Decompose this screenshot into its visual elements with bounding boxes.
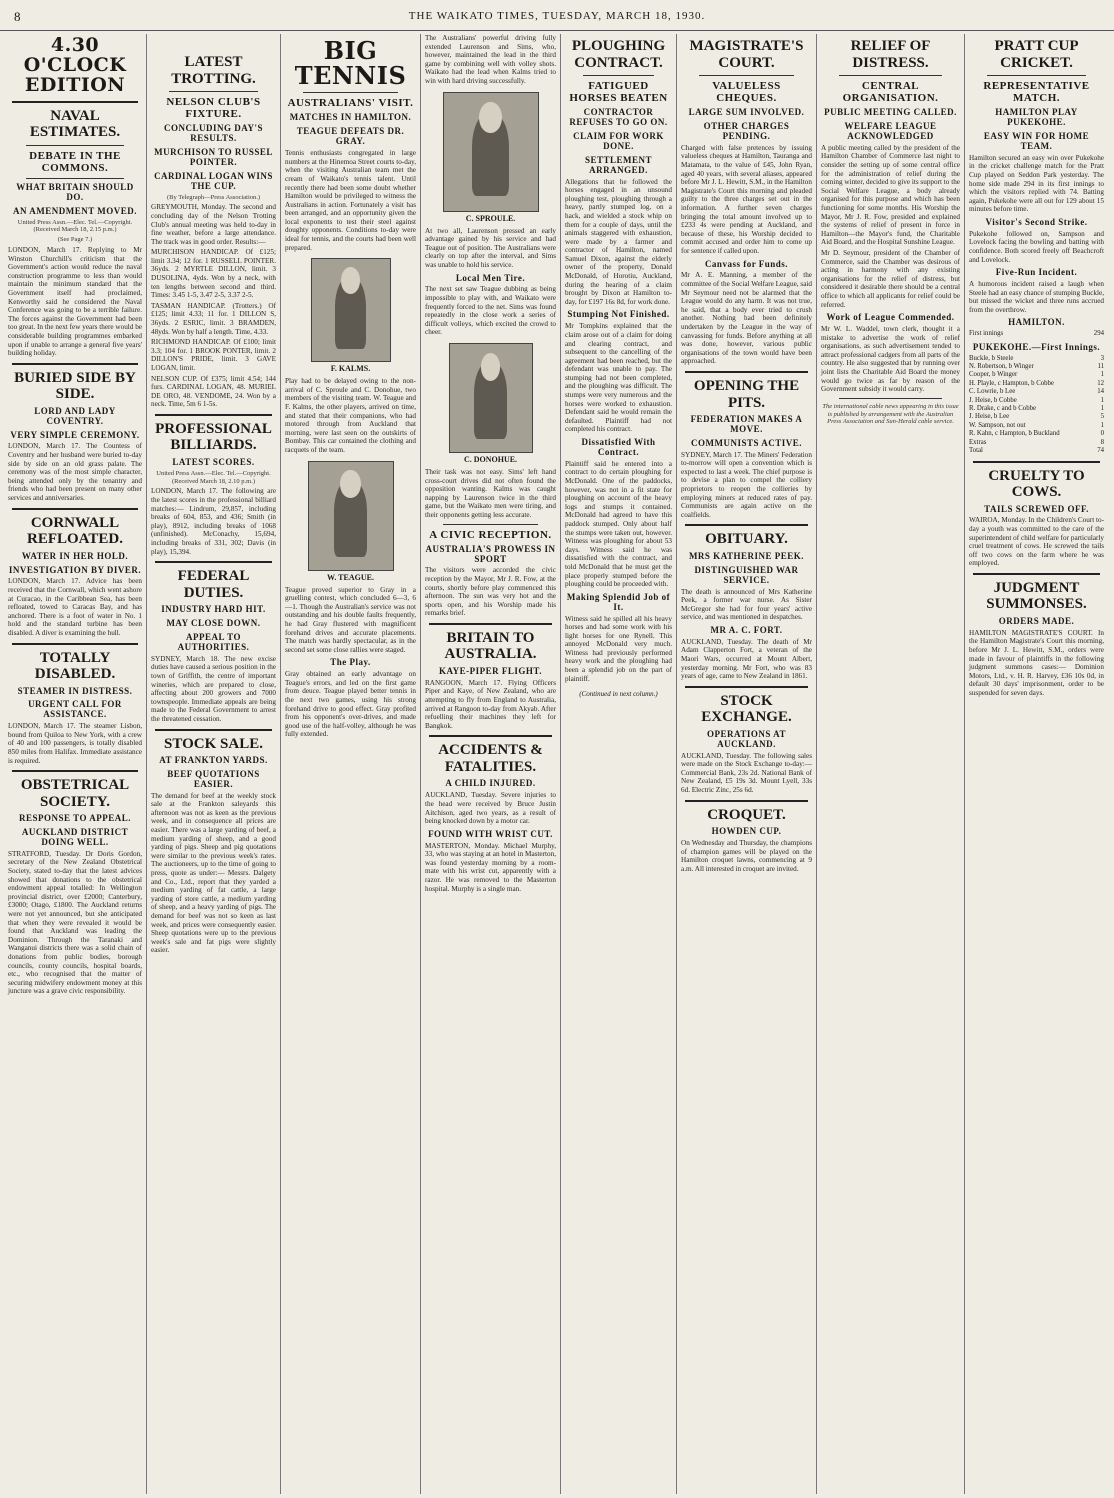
- headline: TOTALLY DISABLED.: [34, 649, 116, 683]
- subheadline: Five-Run Incident.: [995, 267, 1078, 278]
- article-text: Pukekohe followed on, Sampson and Lovelock facing the bowling and batting with confidence. Both scored freely off Beachcroft and Lovelock.: [969, 229, 1104, 264]
- headline: RELIEF OF DISTRESS.: [850, 38, 931, 71]
- subheadline: LORD AND LADY COVENTRY.: [34, 405, 116, 426]
- article-text: The death is announced of Mrs Katherine Peek, a former war nurse. As Sister McGregor she had for four years' active service, and was mentioned in despatches.: [681, 587, 812, 622]
- subheadline: MAY CLOSE DOWN.: [166, 618, 261, 629]
- article-text: Gray obtained an early advantage on Teague's errors, and led on the first game from deuce. Teague played better tennis in the next two games, using his strong forehand drive to good effect. Gray profited from his opponent's over-drives, and made good use of the half-volley, although he was fully extended.: [285, 670, 416, 739]
- headline: OBSTETRICAL SOCIETY.: [20, 777, 130, 810]
- divider: [155, 729, 272, 731]
- article-text: MASTERTON, Monday. Michael Murphy, 33, who was staying at an hotel in Masterton, was found yesterday morning by a room-mate with his wrist cut, apparently with a razor. He was removed to the Masterton hospital. Murphy is a single man.: [425, 841, 556, 893]
- batsman-name: H. Playle, c Hampton, b Cobbe: [969, 379, 1054, 387]
- divider: [987, 75, 1086, 76]
- article-text: LONDON, March 17. Replying to Mr Winston Churchill's criticism that the Government's action would reduce the naval construction programme to less than would maintain the minimum standard that the Government itself had proclaimed, Kenworthy said he considered the Naval Conference was going to be a terrible failure. The forces against the Government had been too great. In the next few years there would be considerable building programmes embarked upon if unable to arrange a general five years' building holiday.: [8, 246, 142, 358]
- divider: [839, 398, 942, 399]
- headline: OPENING THE PITS.: [693, 378, 800, 411]
- columns: [4, 34, 1108, 1494]
- race-result: MURCHISON HANDICAP. Of £125; limit 3.34; 12 for. 1 RUSSELL POINTER. 36yds. 2 MYRTLE DILLON, limit. 3 DUSOLINA, 4yds. Won by a neck, with ten lengths between second and third. Times: 3.45 1-5, 3.47 2-5, 3.37 2-5.: [151, 248, 276, 300]
- subheadline: VERY SIMPLE CEREMONY.: [10, 429, 140, 440]
- article-text: Witness said he spilled all his heavy horses and had some work with his light horses for one Rynell. This annoyed McDonald very much. Witness had previously performed heavy work and the ploughing had been a splendid job on the part of plaintiff.: [565, 614, 672, 683]
- subheadline: CONTRACTOR REFUSES TO GO ON.: [569, 107, 668, 128]
- headline: STOCK EXCHANGE.: [701, 692, 792, 726]
- subheadline: AN AMENDMENT MOVED.: [12, 205, 138, 216]
- subheadline: CLAIM FOR WORK DONE.: [573, 130, 664, 151]
- innings-label: First innings: [969, 330, 1004, 338]
- subheadline: FATIGUED HORSES BEATEN: [569, 80, 668, 105]
- article-text: The visitors were accorded the civic reception by the Mayor, Mr J. R. Fow, at the courts, shortly before play commenced this afternoon. The sun was very hot and the sports open, and his Worship made his remarks brief.: [425, 566, 556, 618]
- score-row: [969, 388, 1104, 396]
- column-1: [4, 34, 146, 1494]
- face-shape: [481, 353, 501, 381]
- column-6: [676, 34, 816, 1494]
- divider: [685, 371, 808, 373]
- headline: PROFESSIONAL BILLIARDS.: [155, 420, 272, 454]
- score-row: [969, 439, 1104, 447]
- article-text: Mr W. L. Waddel, town clerk, thought it a mistake to advertise the work of relief organisations, as such advertisement tended to attract professional cadgers from all parts of the country. He also suggested that by running over joint lists the Charitable Aid Board the money would go twice as far by reason of the Government subsidy it would carry.: [821, 325, 960, 394]
- article-text: AUCKLAND, Tuesday. Severe injuries to the head were received by Bruce Justin Aitchison, aged two years, as a result of being knocked down by a motor car.: [425, 791, 556, 826]
- player-photo: [311, 258, 391, 362]
- article-text: Hamilton secured an easy win over Pukekohe in the cricket challenge match for the Pratt Cup played on Seddon Park yesterday. The home side made 294 in its first innings to which the visitors replied with 74. Batting again, Pukekohe were all out for 129 about 15 minutes before time.: [969, 153, 1104, 214]
- photo-caption: F. KALMS.: [330, 364, 371, 374]
- face-shape: [341, 267, 360, 294]
- batsman-runs: 1: [1100, 396, 1104, 404]
- subheadline: MURCHISON TO RUSSEL POINTER.: [154, 146, 273, 167]
- article-text: LONDON, March 17. The steamer Lisbon, bound from Quiloa to New York, with a crew of 40 and 100 passengers, is totally disabled 850 miles from Halifax. Immediate assistance is required.: [8, 722, 142, 765]
- divider: [303, 92, 398, 93]
- subheadline: ORDERS MADE.: [998, 615, 1075, 626]
- article-text: At two all, Laurenson pressed an early advantage gained by his service and had Teague out of position. The Australians were clearly on top after the interval, and Sims was unable to hold his service.: [425, 226, 556, 269]
- subheadline: DEBATE IN THE COMMONS.: [29, 149, 121, 174]
- subheadline: AUSTRALIANS' VISIT.: [287, 97, 414, 110]
- subheadline: REPRESENTATIVE MATCH.: [983, 80, 1090, 105]
- player-photo: [308, 461, 394, 571]
- batsman-name: J. Heise, b Cobbe: [969, 396, 1017, 404]
- headline: PLOUGHING CONTRACT.: [571, 38, 666, 71]
- page-number: 8: [14, 9, 21, 24]
- photo-caption: W. TEAGUE.: [327, 572, 374, 582]
- batsman-runs: 1: [1100, 371, 1104, 379]
- article-text: Mr D. Seymour, president of the Chamber of Commerce, said the Chamber was desirous of acting in harmony with any existing organisations for the relief of distress, but considered it desirable there should be a central office to which all applicants for relief could be referred.: [821, 248, 960, 309]
- divider: [685, 686, 808, 688]
- article-text: GREYMOUTH, Monday. The second and concluding day of the Nelson Trotting Club's annual meeting was held to-day in fine weather, before a large attendance. The track was in good order. Results:—: [151, 203, 276, 246]
- race-result: TASMAN HANDICAP. (Trotters.) Of £125; limit 4.33; 11 for. 1 DILLON S, 36yds. 2 ESRIC, limit. 3 BRAMDEN, 48yds. Won by half a length. Time, 4.33.: [151, 301, 276, 336]
- headline: OBITUARY.: [705, 531, 788, 548]
- scorecard: [969, 355, 1104, 456]
- headline: ACCIDENTS & FATALITIES.: [438, 742, 543, 775]
- subheadline: TEAGUE DEFEATS DR. GRAY.: [296, 126, 405, 147]
- divider: [685, 524, 808, 526]
- subheadline: SETTLEMENT ARRANGED.: [584, 154, 653, 175]
- divider: [12, 101, 138, 103]
- batsman-name: Extras: [969, 438, 987, 446]
- headline: CRUELTY TO COWS.: [988, 467, 1085, 500]
- divider: [155, 414, 272, 416]
- batsman-name: Total: [969, 447, 983, 455]
- batsman-name: R. Drake, c and b Cobbe: [969, 405, 1037, 413]
- divider: [169, 91, 258, 92]
- score-row: [969, 380, 1104, 388]
- divider: [699, 75, 794, 76]
- subheadline: URGENT CALL FOR ASSISTANCE.: [28, 699, 122, 720]
- subheadline: AT FRANKTON YARDS.: [159, 755, 268, 766]
- photo-caption: C. SPROULE.: [465, 213, 516, 223]
- article-text: The Australians' powerful driving fully extended Laurenson and Sims, who, however, maintained the lead in the third game by combining well with volley shots. Waikato had the lead when Kalms tried to win with hard driving successfully.: [425, 34, 556, 85]
- subheadline: HOWDEN CUP.: [711, 826, 782, 837]
- batsman-name: R. Kahn, c Hampton, b Buckland: [969, 430, 1060, 438]
- batsman-runs: 8: [1100, 438, 1104, 446]
- score-row: [969, 430, 1104, 438]
- article-text: LONDON, March 17. The Countess of Coventry and her husband were buried to-day side by side on an old grass palate. The ceremony was of the most simple character, being attended only by the tenantry and friends who had been present on many other services and anniversaries.: [8, 442, 142, 503]
- subheadline: STEAMER IN DISTRESS.: [17, 685, 133, 696]
- score-row: [969, 397, 1104, 405]
- divider: [973, 573, 1100, 575]
- headline: MAGISTRATE'S COURT.: [689, 38, 804, 71]
- face-shape: [479, 102, 502, 133]
- masthead: [0, 0, 1114, 31]
- subheadline: WATER IN HER HOLD.: [21, 550, 129, 561]
- wire-credit: (By Telegraph—Press Association.): [166, 193, 261, 201]
- score-row: [969, 371, 1104, 379]
- article-text: Mr A. E. Manning, a member of the committee of the Social Welfare League, said Mr Seymour need not be alarmed that the League would do any harm. It was not true, he said, that a body ever tried to crush another. Nothing had been definitely undertaken by the League in the way of canvassing for funds. Before anything at all was done, however, various public organisations of the town would have been approached.: [681, 271, 812, 366]
- divider: [583, 75, 654, 76]
- batsman-runs: 3: [1100, 354, 1104, 362]
- article-text: Charged with false pretences by issuing valueless cheques at Hamilton, Tauranga and Matamata, to the value of £45, John Ryan, aged 40 years, with several aliases, appeared before Mr J. L. Hewitt, S.M., in the Hamilton Magistrate's Court this morning and pleaded guilty to the three charges set out in the information. A further seven charges bringing the total amount involved up to £233 4s were pending at Auckland, and because of these, his Worship decided to commit accused and order him to come up for sentence if called upon.: [681, 143, 812, 255]
- article-text: A humorous incident raised a laugh when Steele had an easy chance of stumping Buckle, but missed the wicket and three runs accrued from the overthrow.: [969, 280, 1104, 314]
- headline: BRITAIN TO AUSTRALIA.: [444, 629, 537, 663]
- divider: [12, 508, 138, 510]
- column-7: [816, 34, 964, 1494]
- score-row: [969, 413, 1104, 421]
- headline: LATEST TROTTING.: [171, 54, 256, 87]
- subheadline: TAILS SCREWED OFF.: [984, 503, 1089, 514]
- subheadline: APPEAL TO AUTHORITIES.: [177, 632, 250, 652]
- batsman-runs: 0: [1100, 430, 1104, 438]
- article-text: The demand for beef at the weekly stock sale at the Frankton saleyards this afternoon was not as keen as the previous week, and in consequence all prices are easier. There was a large yarding of beef, a medium yarding of sheep, and a good yarding of pigs. Sheep and pig quotations were similar to the previous week's rates. The auctioneers, up to the time of going to press, quote as under:— Messrs. Dalgety and Co., Ltd., report that they yarded a medium yarding of fat cattle, a large yarding of store cattle, a medium yarding of sheep, and a heavy yarding of pigs. The demand for beef was not so keen as last week, and prices were consequently easier. Sheep quotations were up to the previous week's sale and fat pigs were slightly easier.: [151, 791, 276, 955]
- subheadline: LATEST SCORES.: [172, 456, 255, 467]
- divider: [839, 75, 942, 76]
- subheadline: CARDINAL LOGAN WINS THE CUP.: [154, 170, 273, 191]
- divider: [443, 524, 538, 525]
- divider: [12, 363, 138, 365]
- headline: FEDERAL DUTIES.: [177, 568, 250, 601]
- score-row: [969, 363, 1104, 371]
- article-text: The next set saw Teague dubbing as being impossible to play with, and Waikato were frequently forced to the net. Sims was found repeatedly in the close work a series of difficult volleys, which excited the crowd to cheer.: [425, 285, 556, 337]
- article-text: Teague proved superior to Gray in a gruelling contest, which concluded 6—3, 6—1. Though the Australian's service was not outstanding and his double faults frequently, he had Gray flustered with magnificent forehand drives and accurate placements. The match was hardly spectacular, as in the second set some close rallies were staged.: [285, 585, 416, 654]
- subheadline: FEDERATION MAKES A MOVE.: [690, 414, 803, 434]
- divider: [26, 145, 124, 146]
- article-text: Mr Tompkins explained that the claim arose out of a claim for doing and clearing contract, and subsequent to the cancelling of the agreement had been reached, but the defendant was unable to pay. The stumping had not been completed, and the ploughing was difficult. The stumps were very numerous and the horses were worked to exhaustion. Defendant said he would remain the defaulted. Plaintiff had not completed his contract.: [565, 322, 672, 434]
- headline: CROQUET.: [707, 806, 786, 823]
- scoreboard-title: HAMILTON.: [1008, 317, 1065, 328]
- player-photo: [443, 92, 539, 212]
- subheadline: Making Splendid Job of It.: [566, 591, 671, 612]
- newspaper-title: THE WAIKATO TIMES, TUESDAY, MARCH 18, 1930.: [408, 10, 706, 22]
- race-result: NELSON CUP. Of £375; limit 4.54; 144 furs. CARDINAL LOGAN, 48. MURIEL DE ORO, 48. VENDOME, 24. Won by a neck. Time, 5m 6 1-5s.: [151, 374, 276, 409]
- batsman-runs: 1: [1100, 421, 1104, 429]
- subheadline: HAMILTON PLAY PUKEKOHE.: [995, 107, 1078, 128]
- score-row: [969, 405, 1104, 413]
- race-result: RICHMOND HANDICAP. Of £100; limit 3.3; 104 for. 1 BROOK PONTER, limit. 2 DILLON'S PRIDE, limit. 3 GAVE LOGAN, limit.: [151, 338, 276, 373]
- photo-caption: C. DONOHUE.: [463, 454, 518, 464]
- headline: CORNWALL REFLOATED.: [27, 514, 123, 548]
- column-4: [420, 34, 560, 1494]
- article-text: HAMILTON MAGISTRATE'S COURT. In the Hamilton Magistrate's Court this morning, before Mr J. L. Hewitt, S.M., orders were made in favour of plaintiffs in the following judgment summons cases:— Dominion Motors, Ltd., v. H. R. Harvey, £36 10s 0d, in default 30 days' imprisonment, order to be suspended for seven days.: [969, 628, 1104, 697]
- cable-notice: The international cable news appearing in this issue is published by arrangement with the Australian Press Association and Sun-Herald cable service.: [822, 402, 959, 426]
- subheadline: CONCLUDING DAY'S RESULTS.: [164, 123, 263, 144]
- score-row: [969, 447, 1104, 455]
- face-shape: [340, 470, 360, 498]
- headline: STOCK SALE.: [164, 735, 263, 752]
- subheadline: MR A. C. FORT.: [710, 624, 783, 635]
- subheadline: NELSON CLUB'S FIXTURE.: [166, 96, 261, 121]
- headline: NAVAL ESTIMATES.: [29, 107, 121, 141]
- batsman-runs: 5: [1100, 413, 1104, 421]
- article-text: RANGOON, March 17. Flying Officers Piper and Kaye, of New Zealand, who are attempting to fly from England to Australia, arrived at Rangoon to-day from Akyab. After refuelling their machines they left for Bangkok.: [425, 678, 556, 730]
- divider: [12, 643, 138, 645]
- divider: [26, 178, 124, 179]
- divider: [12, 770, 138, 772]
- batsman-runs: 12: [1097, 379, 1104, 387]
- subheadline: RESPONSE TO APPEAL.: [19, 813, 131, 824]
- batsman-name: W. Sampson, not out: [969, 421, 1026, 429]
- divider: [429, 735, 552, 737]
- subheadline: AUCKLAND DISTRICT DOING WELL.: [21, 827, 129, 847]
- headline: PRATT CUP CRICKET.: [994, 38, 1079, 71]
- batsman-name: Buckle, b Steele: [969, 354, 1014, 362]
- wire-credit: United Press Assn.—Elec. Tel.—Copyright. (Received March 18, 2.10 p.m.): [156, 469, 271, 485]
- column-8: [964, 34, 1108, 1494]
- subheadline: DISTINGUISHED WAR SERVICE.: [694, 564, 799, 585]
- article-text: Their task was not easy. Sims' left hand cross-court drives did not often found the opposition wanting. Kalms was caught napping by Laurenson twice in the third game, but the Waikato men were tiring, and their opponents getting less accurate.: [425, 467, 556, 519]
- batsman-name: J. Heise, b Lee: [969, 413, 1010, 421]
- batsman-name: N. Robertson, b Winger: [969, 363, 1034, 371]
- subheadline: AUSTRALIA'S PROWESS IN SPORT: [425, 543, 556, 564]
- article-text: LONDON, March 17. The following are the latest scores in the professional billiard matches:— Lindrum, 29,857, including breaks of 604, 853, and 436; Smith (in play), 8912, including breaks of 1068 (unfinished). McConachy, 15,694, including breaks of 331, 302; Davis (in play), 15,394.: [151, 487, 276, 556]
- continued-note: (Continued in next column.): [579, 690, 658, 699]
- scoreboard-title: PUKEKOHE.—First Innings.: [972, 341, 1101, 352]
- headline: JUDGMENT SUMMONSES.: [986, 579, 1087, 613]
- subheadline: A CHILD INJURED.: [445, 778, 536, 789]
- divider: [155, 561, 272, 563]
- score-row: [969, 330, 1104, 338]
- article-text: STRATFORD, Tuesday. Dr Doris Gordon, secretary of the New Zealand Obstetrical Society, stated to-day that the latest advices showed that donations to the obstetrical endowment appeal totalled: In Wellington provincial district, over £2000; Canterbury, £3000; Otago, £1800. The Auckland returns were not yet announced, but she anticipated that when they were revealed it would be found that Auckland was leading the Dominion. Through the Taranaki and Wanganui districts there was a solid chain of donations from public bodies, borough councils, county councils, hospital boards, etc., who recognised that the matter of securing midwifery endowment money at this juncture was a grave civic responsibility.: [8, 849, 142, 996]
- edition-banner: 4.30 O'CLOCK EDITION: [23, 34, 127, 96]
- subheadline: INDUSTRY HARD HIT.: [161, 604, 266, 615]
- subheadline: MRS KATHERINE PEEK.: [688, 550, 805, 561]
- batsman-name: C. Lowrie, b Lee: [969, 388, 1016, 396]
- article-text: SYDNEY, March 17. The Miners' Federation to-morrow will open a convention which is expected to last a week. The chief purpose is to devise a plan to compel the colliery proprietors to reopen the collieries by employing miners at reduced rates of pay. Communists are again active on the coalfields.: [681, 450, 812, 519]
- column-2: [146, 34, 280, 1494]
- article-text: WAIROA, Monday. In the Children's Court to-day a youth was committed to the care of the superintendent of child welfare for particularly cruel treatment of cows. He screwed the tails off two cows on the farm where he was employed.: [969, 516, 1104, 568]
- article-text: On Wednesday and Thursday, the champions of champion games will be played on the Hamilton croquet lawns, commencing at 9 a.m. All interested in croquet are invited.: [681, 838, 812, 873]
- subheadline: OTHER CHARGES PENDING.: [703, 121, 790, 141]
- article-text: AUCKLAND, Tuesday. The death of Mr Adam Clapperton Fort, a veteran of the Maori Wars, occurred at Mount Albert, yesterday morning. Mr Fort, who was 83 years of age, came to New Zealand in 1861.: [681, 637, 812, 681]
- subheadline: WHAT BRITAIN SHOULD DO.: [16, 182, 134, 202]
- subheadline: LARGE SUM INVOLVED.: [688, 107, 805, 118]
- batsman-runs: 1: [1100, 405, 1104, 413]
- player-photo: [449, 343, 533, 453]
- score-row: [969, 422, 1104, 430]
- batsman-name: Cooper, b Winger: [969, 371, 1018, 379]
- subheadline: Canvass for Funds.: [704, 258, 789, 269]
- subheadline: BEEF QUOTATIONS EASIER.: [167, 768, 260, 789]
- article-text: LONDON, March 17. Advice has been received that the Cornwall, which went ashore at Curacao, in the Caribbean Sea, has been refloated, towed to Caracas Bay, and has anchored. There is a foot of water in No. 1 hold and the standard turbine has been disabled. A diver is examining the hull.: [8, 577, 142, 637]
- subheadline: The Play.: [330, 657, 371, 668]
- subheadline: Dissatisfied With Contract.: [581, 437, 656, 457]
- subheadline: MATCHES IN HAMILTON.: [289, 112, 412, 123]
- column-5: [560, 34, 676, 1494]
- subheadline: OPERATIONS AT AUCKLAND.: [707, 728, 786, 749]
- score-row: [969, 355, 1104, 363]
- headline: BURIED SIDE BY SIDE.: [14, 369, 136, 403]
- article-text: Allegations that he followed the horses engaged in an unsound ploughing test, ploughing through a heavy, partly stumped log, on a hack, and wielded a stock whip on them for a couple of days, until the animals staggered with exhaustion, were made by a farmer and contractor of Hamilton, named Samuel Dixon, against the elderly owner of the property, Donald McDonald, of Horotiu, Auckland, during the hearing of a claim brought by Dixon at Hamilton to-day, for £197 16s 8d, for work done.: [565, 177, 672, 306]
- article-text: A public meeting called by the president of the Hamilton Chamber of Commerce last night to consider the setting up of some central office for the administration of relief during the coming winter, decided to give its support to the Social Welfare League, a body already organised for this purpose and which has been functioning for some months. His Worship the Mayor, Mr J. R. Fow, presided and explained the systems of relief of present in force in Hamilton—the Mayor's fund, the Charitable Aid Board, and the Hospital Sunshine League.: [821, 143, 960, 247]
- innings-total: 294: [1093, 330, 1104, 338]
- subheadline: KAYE-PIPER FLIGHT.: [438, 665, 542, 676]
- cross-reference: (See Page 7.): [57, 236, 93, 244]
- divider: [973, 461, 1100, 463]
- article-text: Play had to be delayed owing to the non-arrival of C. Sproule and C. Donohue, two members of the visiting team. W. Teague and F. Kalms, the other players, arrived on time, and stated that their companions, who had motored through from Auckland that morning, were last seen on the outskirts of Bombay. This car contained the clothing and racquets of the team.: [285, 377, 416, 455]
- batsman-runs: 11: [1097, 363, 1104, 371]
- subheadline: Stumping Not Finished.: [567, 309, 670, 320]
- subheadline: CENTRAL ORGANISATION.: [842, 80, 939, 105]
- subheadline: INVESTIGATION BY DIVER.: [8, 564, 142, 575]
- batsman-runs: 14: [1097, 388, 1104, 396]
- subheadline: A CIVIC RECEPTION.: [429, 528, 552, 541]
- subheadline: PUBLIC MEETING CALLED.: [824, 107, 957, 118]
- divider: [685, 800, 808, 802]
- subheadline: COMMUNISTS ACTIVE.: [690, 437, 802, 448]
- article-text: Plaintiff said he entered into a contract to do certain ploughing for McDonald. One of the paddocks, however, was not in a fit state for ploughing on account of the heavy logs and stumps it contained. McDonald had agreed to have this paddock stumped. Only about half the stumps were taken out, however. Witness was ploughing for about 53 days. Witness said he was dissatisfied with the contract, and told McDonald that he must get the place properly stumped before the ploughing could be proceeded with.: [565, 459, 672, 589]
- subheadline: WELFARE LEAGUE ACKNOWLEDGED: [844, 121, 937, 141]
- subheadline: VALUELESS CHEQUES.: [712, 80, 781, 105]
- column-3: [280, 34, 420, 1494]
- subheadline: EASY WIN FOR HOME TEAM.: [983, 130, 1090, 151]
- divider: [429, 623, 552, 625]
- wire-credit: United Press Assn.—Elec. Tel.—Copyright. (Received March 18, 2.15 p.m.): [17, 218, 133, 234]
- article-text: Tennis enthusiasts congregated in large numbers at the Hinemoa Street courts to-day, when the visiting Australian team met the cream of Waikato's tennis talent. Until recently there had been some doubt whether Hamilton would be privileged to witness the Australians in action. Fortunately a visit has been arranged, and an opportunity given the local exponents to test their steel against doughty opponents. Conditions to-day were ideal for tennis, and the courts had been well prepared.: [285, 149, 416, 252]
- article-text: AUCKLAND, Tuesday. The following sales were made on the Stock Exchange to-day:— Commercial Bank, 23s 2d. National Bank of New Zealand, £5 19s 3d. Mount Lyell, 33s 6d. Electric Zinc, 25s 6d.: [681, 751, 812, 794]
- subheadline: Local Men Tire.: [455, 272, 526, 283]
- subheadline: Work of League Commended.: [826, 312, 955, 323]
- batsman-runs: 74: [1097, 447, 1104, 455]
- tennis-banner: BIG TENNIS: [294, 36, 407, 91]
- subheadline: FOUND WITH WRIST CUT.: [428, 828, 553, 839]
- subheadline: Visitor's Second Strike.: [985, 216, 1088, 227]
- article-text: SYDNEY, March 18. The new excise duties have caused a serious position in the town of Griffith, the centre of important wineries, which are prepared to close, affecting about 200 growers and 7000 townspeople. Immediate appeals are being made to the Federal Government to arrest the threatened cessation.: [151, 654, 276, 723]
